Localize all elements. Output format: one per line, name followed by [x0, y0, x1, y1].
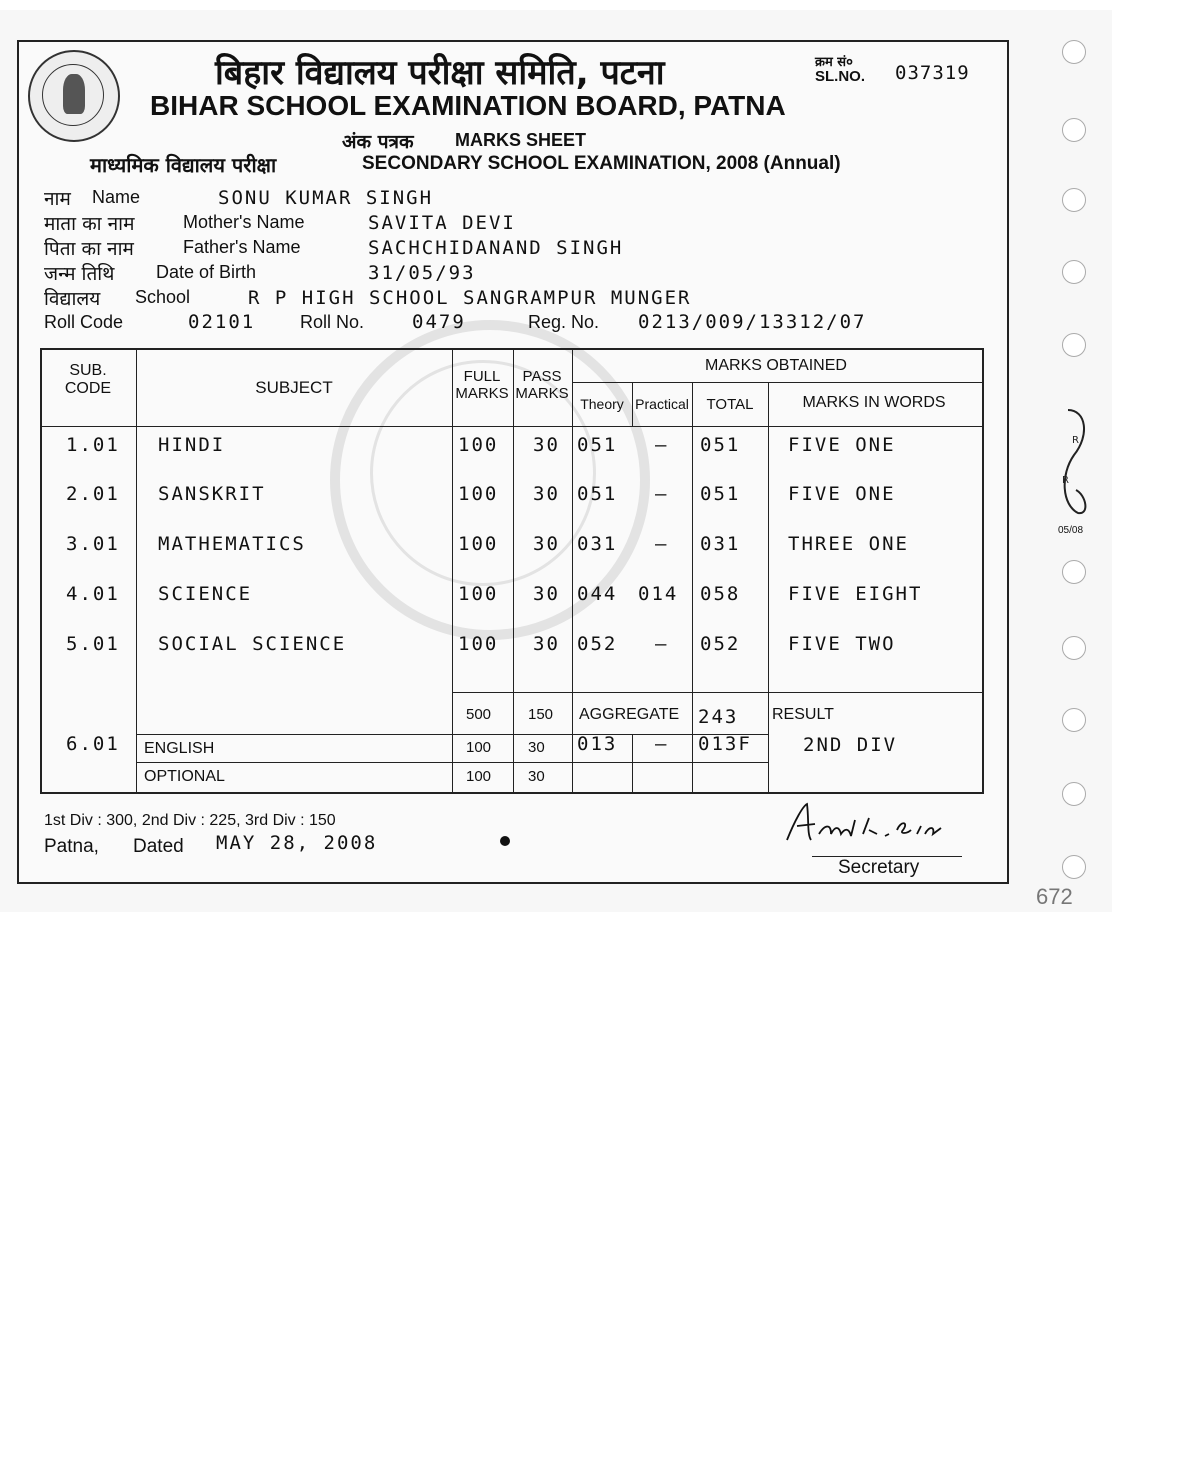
school-label-hindi: विद्यालय	[44, 288, 101, 310]
roll-no-label: Roll No.	[300, 312, 365, 332]
header-full-marks: FULL MARKS	[455, 368, 509, 402]
margin-date-code: 05/08	[1058, 525, 1084, 536]
total-marks: 052	[700, 633, 741, 655]
pass-marks: 30	[533, 633, 560, 655]
pass-marks: 30	[533, 583, 560, 605]
pass-marks: 30	[528, 739, 545, 756]
sheet-title-english: MARKS SHEET	[455, 130, 587, 150]
header-marks-obtained: MARKS OBTAINED	[705, 357, 847, 374]
ink-dot	[500, 836, 510, 846]
dob-label: Date of Birth	[156, 262, 257, 282]
dob-label-hindi: जन्म तिथि	[44, 263, 115, 285]
full-marks: 100	[458, 434, 499, 456]
sub-code: 1.01	[66, 434, 120, 456]
sub-code: 5.01	[66, 633, 120, 655]
division-note: 1st Div : 300, 2nd Div : 225, 3rd Div : 150	[44, 812, 336, 829]
marks-in-words: FIVE ONE	[788, 434, 896, 456]
marks-in-words: FIVE ONE	[788, 483, 896, 505]
full-marks: 100	[466, 768, 492, 785]
theory-marks: 051	[577, 434, 618, 456]
full-marks: 100	[458, 583, 499, 605]
sub-code: 4.01	[66, 583, 120, 605]
subject: HINDI	[158, 434, 226, 456]
mother-name: SAVITA DEVI	[368, 212, 516, 234]
dated-label: Dated	[133, 836, 184, 857]
full-marks: 100	[466, 739, 492, 756]
marks-in-words: THREE ONE	[788, 533, 909, 555]
father-label: Father's Name	[183, 237, 301, 257]
full-marks: 100	[458, 633, 499, 655]
header-total: TOTAL	[706, 396, 754, 413]
header-sub-code: SUB. CODE	[64, 362, 112, 397]
place: Patna,	[44, 836, 99, 857]
sub-code: 3.01	[66, 533, 120, 555]
date-of-birth: 31/05/93	[368, 262, 476, 284]
board-name-english: BIHAR SCHOOL EXAMINATION BOARD, PATNA	[150, 90, 786, 121]
sl-label: SL.NO.	[815, 68, 866, 85]
father-name: SACHCHIDANAND SINGH	[368, 237, 624, 259]
total-marks: 051	[700, 483, 741, 505]
marks-in-words: FIVE TWO	[788, 633, 896, 655]
total-marks: 013F	[698, 733, 752, 755]
result-value: 2ND DIV	[803, 734, 898, 756]
mother-label-hindi: माता का नाम	[44, 213, 135, 235]
svg-text:R: R	[1072, 435, 1079, 446]
theory-marks: 052	[577, 633, 618, 655]
roll-code: 02101	[188, 311, 256, 333]
total-marks: 031	[700, 533, 741, 555]
pass-marks: 30	[533, 533, 560, 555]
pass-marks: 30	[528, 768, 545, 785]
exam-name-english: SECONDARY SCHOOL EXAMINATION, 2008 (Annual)	[362, 153, 841, 174]
svg-text:R: R	[1062, 475, 1069, 486]
result-label: RESULT	[772, 706, 834, 723]
theory-marks: 031	[577, 533, 618, 555]
practical-marks: –	[655, 483, 669, 505]
practical-marks: –	[655, 533, 669, 555]
margin-clip-mark-icon	[1050, 405, 1098, 520]
header-pass-marks: PASS MARKS	[515, 368, 569, 402]
reg-no: 0213/009/13312/07	[638, 311, 867, 333]
pass-marks: 30	[533, 434, 560, 456]
school-label: School	[135, 287, 191, 307]
sheet-title-hindi: अंक पत्रक	[342, 131, 414, 153]
aggregate-pass: 150	[528, 706, 554, 723]
margin-number: 672	[1036, 884, 1073, 909]
aggregate-total: 243	[698, 706, 739, 728]
header-subject: SUBJECT	[255, 378, 333, 397]
candidate-name: SONU KUMAR SINGH	[218, 187, 434, 209]
subject: OPTIONAL	[144, 768, 225, 785]
practical-marks: –	[655, 633, 669, 655]
total-marks: 058	[700, 583, 741, 605]
subject: SOCIAL SCIENCE	[158, 633, 347, 655]
exam-name-hindi: माध्यमिक विद्यालय परीक्षा	[90, 153, 277, 177]
mother-label: Mother's Name	[183, 212, 305, 232]
total-marks: 051	[700, 434, 741, 456]
board-name-hindi: बिहार विद्यालय परीक्षा समिति, पटना	[215, 53, 665, 93]
roll-no: 0479	[412, 311, 466, 333]
full-marks: 100	[458, 483, 499, 505]
marks-in-words: FIVE EIGHT	[788, 583, 923, 605]
header-marks-in-words: MARKS IN WORDS	[802, 394, 946, 411]
header-practical: Practical	[635, 396, 689, 412]
header-theory: Theory	[580, 396, 624, 412]
sub-code: 6.01	[66, 733, 120, 755]
issue-date: MAY 28, 2008	[216, 832, 378, 854]
aggregate-full: 500	[466, 706, 492, 723]
subject: SANSKRIT	[158, 483, 266, 505]
theory-marks: 051	[577, 483, 618, 505]
subject: ENGLISH	[144, 740, 215, 757]
secretary-signature	[785, 800, 945, 846]
father-label-hindi: पिता का नाम	[44, 238, 134, 260]
board-seal-icon	[28, 50, 120, 142]
secretary-label: Secretary	[838, 857, 920, 878]
subject: SCIENCE	[158, 583, 253, 605]
pass-marks: 30	[533, 483, 560, 505]
practical-marks: –	[655, 434, 669, 456]
aggregate-label: AGGREGATE	[579, 706, 680, 723]
school-name: R P HIGH SCHOOL SANGRAMPUR MUNGER	[248, 287, 692, 309]
practical-marks: –	[655, 733, 669, 755]
sl-label-hindi: क्रम सं०	[815, 55, 853, 70]
roll-code-label: Roll Code	[44, 312, 124, 332]
name-label: Name	[92, 187, 141, 207]
reg-no-label: Reg. No.	[528, 312, 600, 332]
full-marks: 100	[458, 533, 499, 555]
sl-number: 037319	[895, 62, 970, 84]
marks-table	[40, 348, 984, 794]
subject: MATHEMATICS	[158, 533, 306, 555]
practical-marks: 014	[638, 583, 679, 605]
theory-marks: 013	[577, 733, 618, 755]
sub-code: 2.01	[66, 483, 120, 505]
theory-marks: 044	[577, 583, 618, 605]
name-label-hindi: नाम	[44, 188, 71, 210]
